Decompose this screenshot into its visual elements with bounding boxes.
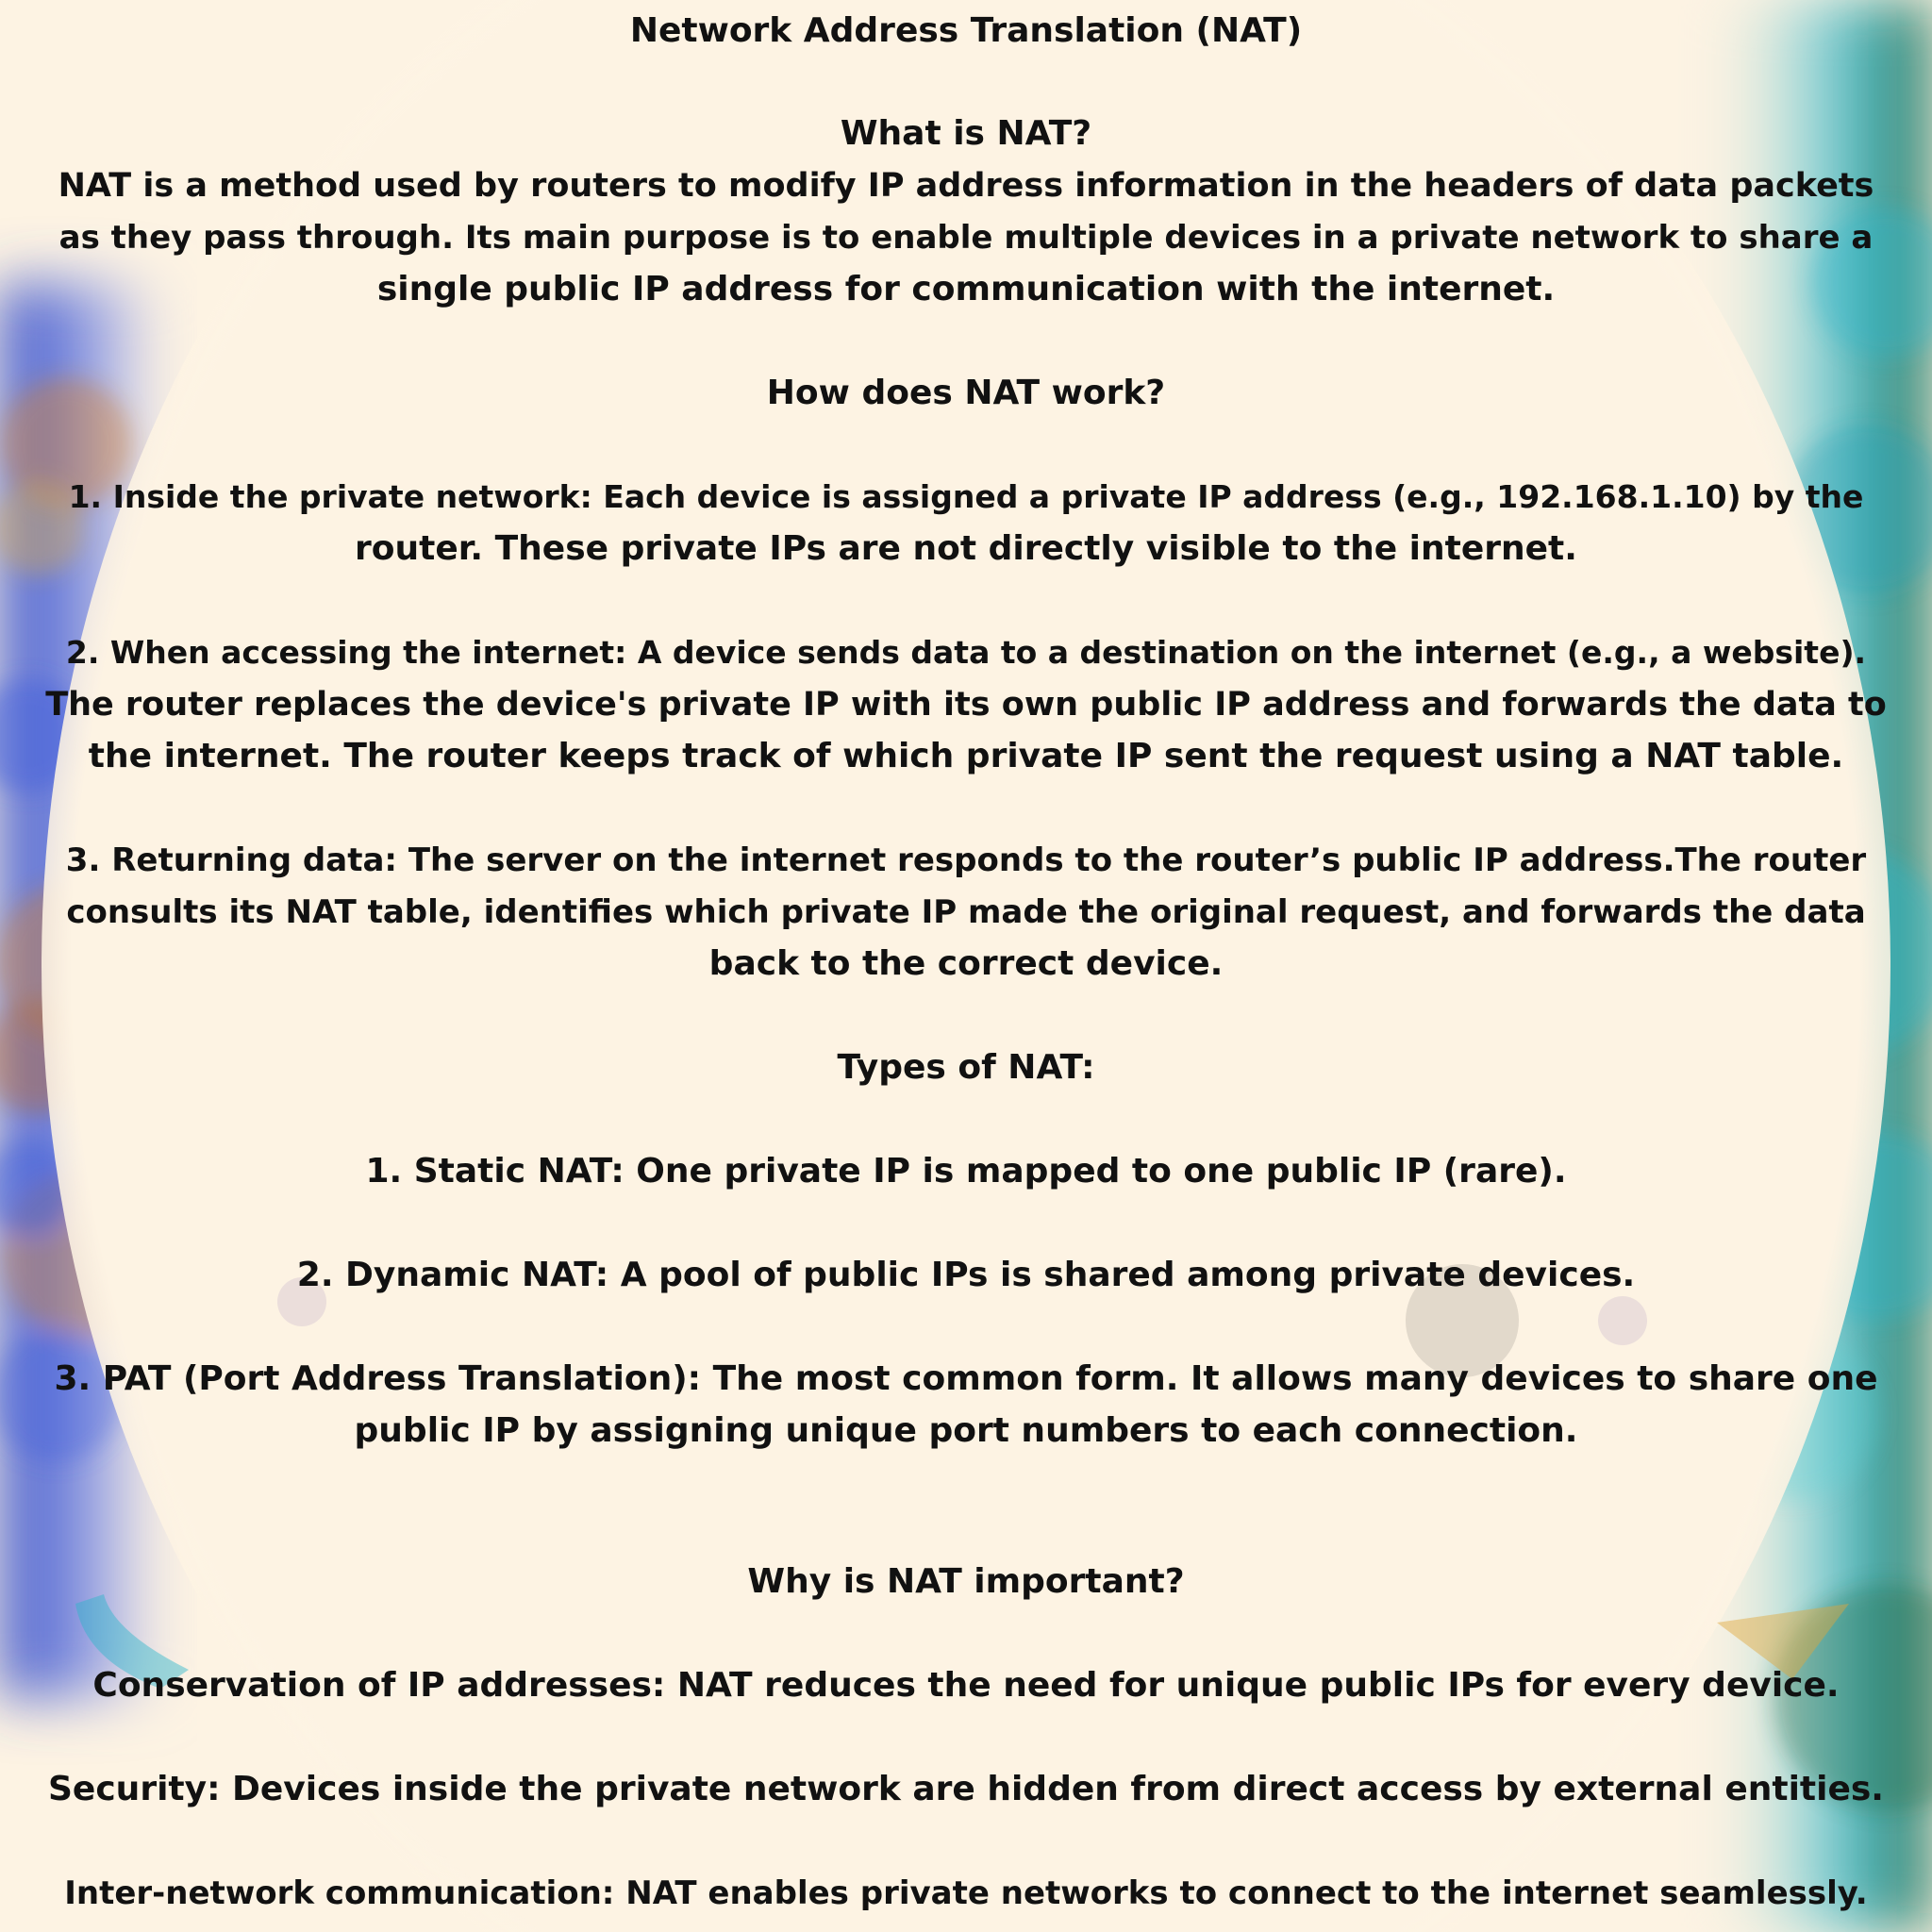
step-line: 1. Inside the private network: Each device is assigned a private IP address (e.g., 192.168.1.10) by the — [68, 478, 1864, 515]
section-heading-types: Types of NAT: — [837, 1048, 1095, 1087]
step-line: consults its NAT table, identifies which private IP made the original request, and forwards the data — [66, 893, 1866, 931]
step-line: The router replaces the device's private IP with its own public IP address and forwards the data to — [45, 686, 1887, 724]
step-line: 3. Returning data: The server on the internet responds to the router’s public IP address.The router — [65, 841, 1867, 879]
step-line: 2. When accessing the internet: A device sends data to a destination on the internet (e.g., a website). — [65, 634, 1867, 671]
step-line: back to the correct device. — [708, 944, 1224, 983]
type-line: 2. Dynamic NAT: A pool of public IPs is shared among private devices. — [296, 1256, 1636, 1294]
why-line: Inter-network communication: NAT enables private networks to connect to the internet seamlessly. — [64, 1874, 1868, 1912]
paragraph-line: as they pass through. Its main purpose is to enable multiple devices in a private network to share a — [58, 219, 1874, 257]
type-line: 3. PAT (Port Address Translation): The most common form. It allows many devices to share one — [54, 1359, 1878, 1398]
step-line: the internet. The router keeps track of which private IP sent the request using a NAT table. — [88, 737, 1844, 775]
section-heading-how: How does NAT work? — [766, 374, 1166, 412]
paragraph-line: single public IP address for communication with the internet. — [376, 270, 1556, 308]
step-line: router. These private IPs are not directly visible to the internet. — [355, 529, 1577, 568]
paragraph-line: NAT is a method used by routers to modify IP address information in the headers of data packets — [58, 167, 1874, 205]
document-title: Network Address Translation (NAT) — [629, 11, 1303, 50]
section-heading-why: Why is NAT important? — [747, 1562, 1185, 1601]
type-line: public IP by assigning unique port numbers to each connection. — [354, 1411, 1578, 1450]
why-line: Security: Devices inside the private network are hidden from direct access by external entities. — [48, 1770, 1884, 1808]
why-line: Conservation of IP addresses: NAT reduces the need for unique public IPs for every device. — [92, 1666, 1840, 1705]
section-heading-what: What is NAT? — [840, 114, 1092, 153]
type-line: 1. Static NAT: One private IP is mapped to one public IP (rare). — [365, 1152, 1567, 1191]
